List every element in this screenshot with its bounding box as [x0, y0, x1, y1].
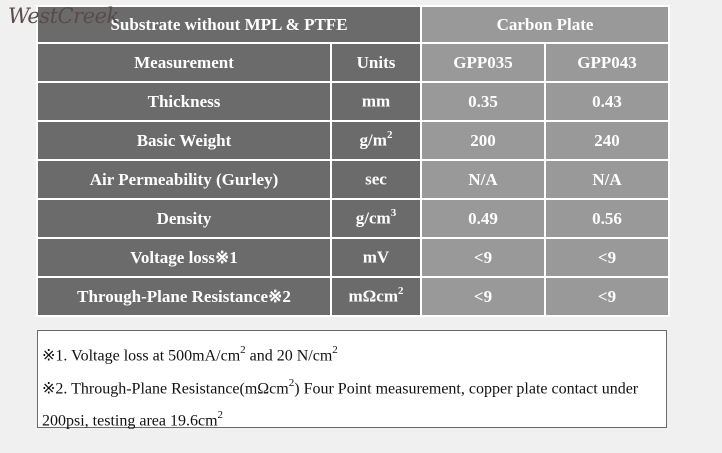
unit-cell: sec	[331, 160, 421, 199]
gpp035-cell: <9	[421, 238, 545, 277]
group-header-row	[37, 6, 669, 43]
table-row	[37, 199, 669, 238]
notes-box	[37, 330, 667, 428]
gpp035-cell: 200	[421, 121, 545, 160]
units-header: Units	[331, 43, 421, 82]
unit-cell: $g/m^2$	[331, 121, 421, 160]
unit-cell: $g/cm^3$	[331, 199, 421, 238]
gpp043-header: GPP043	[545, 43, 669, 82]
gpp043-cell: <9	[545, 277, 669, 316]
measurement-cell: Basic Weight	[37, 121, 331, 160]
carbon-plate-header: Carbon Plate	[421, 6, 669, 43]
watermark: WestCreek	[8, 4, 119, 28]
gpp043-cell: <9	[545, 238, 669, 277]
gpp035-cell: <9	[421, 277, 545, 316]
unit-cell: mΩcm$^2$	[331, 277, 421, 316]
substrate-header: Substrate without MPL & PTFE	[37, 6, 421, 43]
measurement-cell: Air Permeability (Gurley)	[37, 160, 331, 199]
gpp043-cell: N/A	[545, 160, 669, 199]
spec-table	[36, 5, 670, 317]
gpp043-cell: 240	[545, 121, 669, 160]
unit-cell: mV	[331, 238, 421, 277]
table-row	[37, 121, 669, 160]
table-row	[37, 160, 669, 199]
unit-cell: mm	[331, 82, 421, 121]
note-1: ※1. Voltage loss at $500mA/cm^2$ and 20 $N/cm^2$	[42, 344, 338, 365]
table-row	[37, 277, 669, 316]
gpp035-header: GPP035	[421, 43, 545, 82]
measurement-cell: Density	[37, 199, 331, 238]
table-row	[37, 238, 669, 277]
column-header-row	[37, 43, 669, 82]
table-row	[37, 82, 669, 121]
gpp035-cell: 0.49	[421, 199, 545, 238]
gpp035-cell: 0.35	[421, 82, 545, 121]
gpp035-cell: N/A	[421, 160, 545, 199]
measurement-header: Measurement	[37, 43, 331, 82]
measurement-cell: Thickness	[37, 82, 331, 121]
measurement-cell: Voltage loss※1	[37, 238, 331, 277]
gpp043-cell: 0.43	[545, 82, 669, 121]
measurement-cell: Through-Plane Resistance※2	[37, 277, 331, 316]
gpp043-cell: 0.56	[545, 199, 669, 238]
note-2: ※2. Through-Plane Resistance(mΩcm$^2$) Four Point measurement, copper plate contact under 200psi, testing area $19.6cm^2$	[42, 377, 639, 429]
